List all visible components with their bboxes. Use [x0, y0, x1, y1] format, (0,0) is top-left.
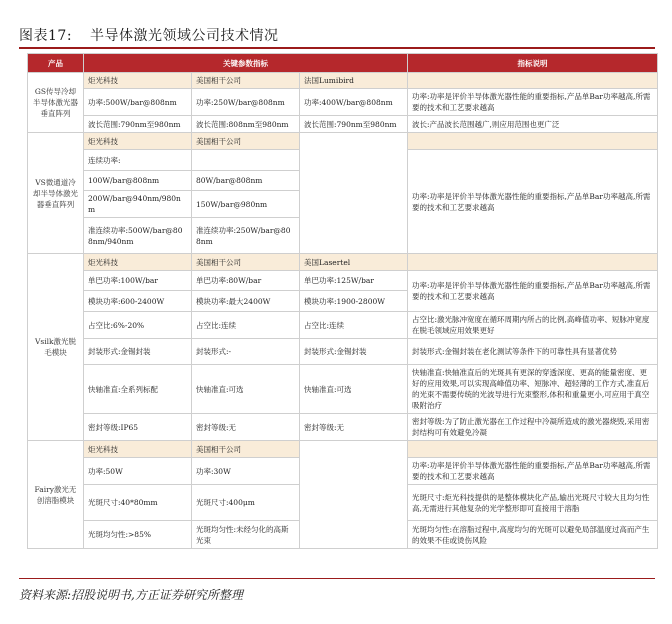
table-row — [28, 271, 658, 291]
value-cell: 单巴功率:80W/bar — [192, 271, 300, 291]
table-row — [28, 414, 658, 441]
note-cell: 功率:功率是评价半导体激光器性能的重要指标,产品单Bar功率越高,所需要的技术和工艺要求越高 — [408, 150, 658, 254]
company-cell: 炬光科技 — [84, 441, 192, 458]
figure-label: 图表17: — [19, 28, 73, 44]
note-cell: 功率:功率是评价半导体激光器性能的重要指标,产品单Bar功率越高,所需要的技术和工艺要求越高 — [408, 271, 658, 312]
table-row — [28, 73, 658, 89]
value-cell: 单巴功率:125W/bar — [300, 271, 408, 291]
spec-table — [27, 53, 658, 549]
table-row — [28, 254, 658, 271]
value-cell: 模块功率:600-2400W — [84, 291, 192, 312]
value-cell: 光斑均匀性:未经匀化的高斯光束 — [192, 521, 300, 549]
value-cell: 快轴准直:可选 — [192, 365, 300, 414]
product-vs: VS微通道冷却半导体激光器垂直阵列 — [28, 133, 84, 254]
value-cell: 封装形式:- — [192, 339, 300, 365]
product-gs: GS传导冷却半导体激光器垂直阵列 — [28, 73, 84, 133]
value-cell: 连续功率: — [84, 150, 192, 171]
value-cell: 密封等级:IP65 — [84, 414, 192, 441]
note-cell — [408, 73, 658, 89]
company-cell: 美国相干公司 — [192, 73, 300, 89]
note-cell: 光斑均匀性:在溶脂过程中,高度均匀的光斑可以避免局部温度过高而产生的效果不佳或烫伤风险 — [408, 521, 658, 549]
value-cell: 150W/bar@980nm — [192, 191, 300, 218]
value-cell: 单巴功率:100W/bar — [84, 271, 192, 291]
note-cell: 密封等级:为了防止激光器在工作过程中冷凝所造成的激光器烧毁,采用密封结构可有效避免冷凝 — [408, 414, 658, 441]
value-cell: 模块功率:最大2400W — [192, 291, 300, 312]
header-product: 产品 — [28, 54, 84, 73]
value-cell: 模块功率:1900-2800W — [300, 291, 408, 312]
value-cell: 密封等级:无 — [300, 414, 408, 441]
table-row — [28, 365, 658, 414]
value-cell: 100W/bar@808nm — [84, 171, 192, 191]
value-cell: 占空比:6%-20% — [84, 312, 192, 339]
note-cell: 功率:功率是评价半导体激光器性能的重要指标,产品单Bar功率越高,所需要的技术和工艺要求越高 — [408, 89, 658, 116]
company-cell: 法国Lumibird — [300, 73, 408, 89]
value-cell: 光斑尺寸:400μm — [192, 485, 300, 521]
value-cell: 快轴准直:全系列标配 — [84, 365, 192, 414]
note-cell: 光斑尺寸:炬光科技提供的是整体模块化产品,输出光斑尺寸较大且均匀性高,无需进行其他复杂的光学整形即可直接用于溶脂 — [408, 485, 658, 521]
product-vsilk: Vsilk激光脱毛模块 — [28, 254, 84, 441]
company-cell: 美国Lasertel — [300, 254, 408, 271]
table-row — [28, 441, 658, 458]
table-header-row — [28, 54, 658, 73]
note-cell — [408, 254, 658, 271]
company-cell: 美国相干公司 — [192, 133, 300, 150]
value-cell: 功率:250W/bar@808nm — [192, 89, 300, 116]
note-cell — [408, 133, 658, 150]
company-cell: 美国相干公司 — [192, 441, 300, 458]
header-params: 关键参数指标 — [84, 54, 408, 73]
bottom-rule — [19, 578, 655, 579]
value-cell: 占空比:连续 — [300, 312, 408, 339]
value-cell: 快轴准直:可选 — [300, 365, 408, 414]
figure-title — [19, 25, 279, 45]
value-cell: 封装形式:金锡封装 — [84, 339, 192, 365]
figure-caption: 半导体激光领域公司技术情况 — [90, 28, 279, 44]
table-row — [28, 116, 658, 133]
value-cell: 80W/bar@808nm — [192, 171, 300, 191]
title-rule — [19, 47, 655, 49]
company-cell: 炬光科技 — [84, 133, 192, 150]
value-cell: 准连续功率:250W/bar@808nm — [192, 218, 300, 254]
table-row — [28, 89, 658, 116]
value-cell: 波长范围:790nm至980nm — [300, 116, 408, 133]
company-cell: 炬光科技 — [84, 254, 192, 271]
note-cell: 占空比:激光脉冲宽度在循环周期内所占的比例,高峰值功率、短脉冲宽度在脱毛领域应用效果更好 — [408, 312, 658, 339]
value-cell: 密封等级:无 — [192, 414, 300, 441]
table-row — [28, 339, 658, 365]
note-cell: 波长:产品波长范围越广,则应用范围也更广泛 — [408, 116, 658, 133]
value-cell: 功率:30W — [192, 458, 300, 485]
value-cell: 功率:400W/bar@808nm — [300, 89, 408, 116]
value-cell: 光斑均匀性:>85% — [84, 521, 192, 549]
note-cell — [408, 441, 658, 458]
value-cell: 波长范围:808nm至980nm — [192, 116, 300, 133]
value-cell: 200W/bar@940nm/980nm — [84, 191, 192, 218]
source-note: 资料来源:招股说明书,方正证券研究所整理 — [19, 588, 243, 602]
table-row — [28, 312, 658, 339]
note-cell: 封装形式:金锡封装在老化测试等条件下的可靠性具有显著优势 — [408, 339, 658, 365]
value-cell: 功率:50W — [84, 458, 192, 485]
value-cell: 封装形式:金锡封装 — [300, 339, 408, 365]
note-cell: 快轴准直:快轴准直后的光斑具有更深的穿透深度、更高的能量密度、更好的应用效果,可以实现高峰值功率、短脉冲、超轻薄的工作方式,准直后的光束不需要传统的光波导进行光束整形,体积和重量更小,可应用于真空吸附治疗 — [408, 365, 658, 414]
value-cell: 占空比:连续 — [192, 312, 300, 339]
table-row — [28, 133, 658, 150]
value-cell: 准连续功率:500W/bar@808nm/940nm — [84, 218, 192, 254]
company-cell: 炬光科技 — [84, 73, 192, 89]
company-cell: 美国相干公司 — [192, 254, 300, 271]
header-note: 指标说明 — [408, 54, 658, 73]
product-fairy: Fairy激光无创溶脂模块 — [28, 441, 84, 549]
value-cell: 波长范围:790nm至980nm — [84, 116, 192, 133]
note-cell: 功率:功率是评价半导体激光器性能的重要指标,产品单Bar功率越高,所需要的技术和工艺要求越高 — [408, 458, 658, 485]
empty-cell — [300, 133, 408, 254]
value-cell: 光斑尺寸:40*80mm — [84, 485, 192, 521]
value-cell: 功率:500W/bar@808nm — [84, 89, 192, 116]
empty-cell — [300, 441, 408, 549]
value-cell — [192, 150, 300, 171]
